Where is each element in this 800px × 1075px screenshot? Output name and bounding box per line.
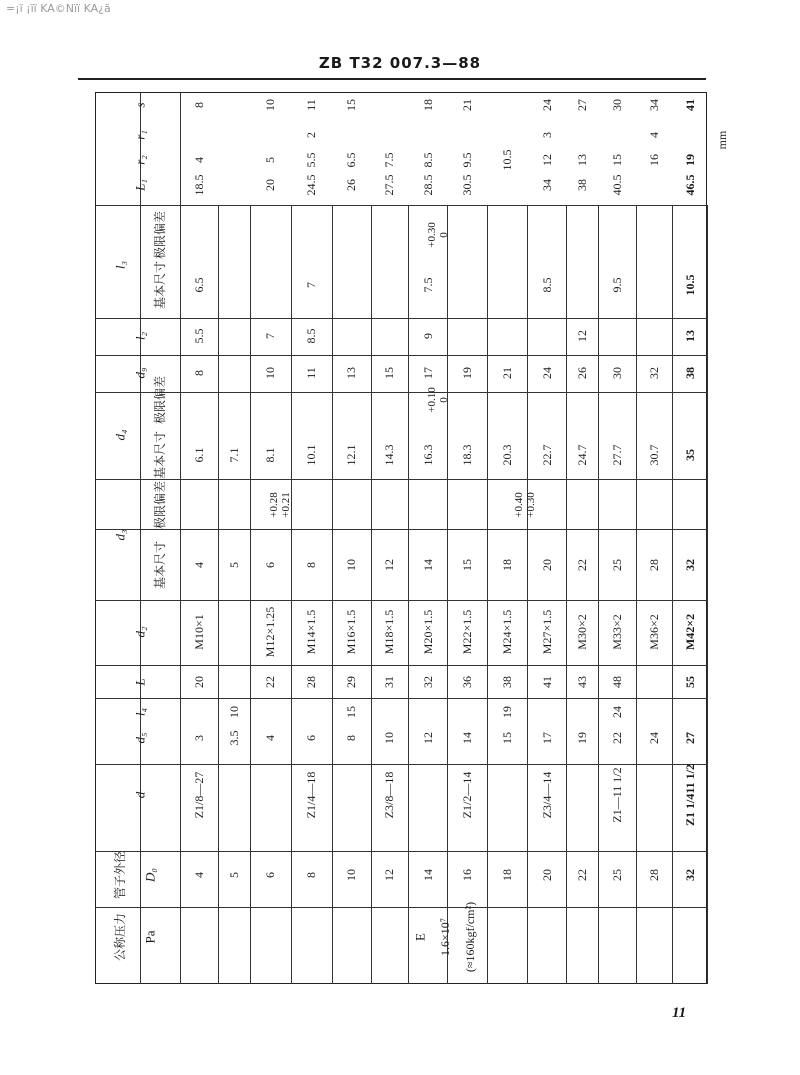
cell-s-10: 27 [575,99,589,111]
cell-r2-13: 19 [683,154,697,166]
cell-d9-8: 21 [500,367,514,379]
tol-d4: +0.10 0 [425,387,450,413]
cell-d2-0: M10×1 [192,614,206,650]
cell-D0-1: 5 [227,872,241,878]
cell-d-7: Z1/2—14 [460,771,474,819]
cell-L-0: 20 [192,676,206,688]
column-divider-9 [95,764,707,765]
header-d9: d₉ [132,367,148,379]
row-divider-3 [291,205,292,984]
cell-l4-8: 19 [500,706,514,718]
pressure-grade: E [412,933,428,941]
cell-d3-5: 12 [382,559,396,571]
cell-D0-7: 16 [460,869,474,881]
column-divider-6 [95,600,707,601]
cell-d3-10: 22 [575,559,589,571]
cell-r1-12: 4 [647,132,661,138]
cell-d3-4: 10 [344,559,358,571]
cell-r2-11: 15 [610,154,624,166]
cell-d4-0: 6.1 [192,447,206,463]
cell-L1-5: 27.5 [382,174,396,196]
cell-d9-7: 19 [460,367,474,379]
cell-d4-3: 10.1 [304,444,318,466]
cell-L1-10: 38 [575,179,589,191]
cell-L-3: 28 [304,676,318,688]
row-divider-4 [332,205,333,984]
cell-d5-4: 8 [344,735,358,741]
cell-d4-2: 8.1 [263,447,277,463]
cell-d2-4: M16×1.5 [344,609,358,655]
header-L: L [132,678,148,686]
cell-L-8: 38 [500,676,514,688]
cell-D0-2: 6 [263,872,277,878]
column-divider-1 [95,318,707,319]
cell-d3-11: 25 [610,559,624,571]
cell-d9-9: 24 [540,367,554,379]
cell-r2-6: 8.5 [421,152,435,168]
cell-l2-6: 9 [421,333,435,339]
cell-s-0: 8 [192,102,206,108]
cell-l3-6: 7.5 [421,277,435,293]
cell-d-11: Z1—11 1/2 [610,767,624,823]
cell-L1-3: 24.5 [304,174,318,196]
cell-L-4: 29 [344,676,358,688]
header-rule [78,78,706,80]
column-divider-2 [95,355,707,356]
cell-d2-8: M24×1.5 [500,609,514,655]
cell-d9-12: 32 [647,367,661,379]
cell-d-9: Z3/4—14 [540,771,554,819]
cell-d2-5: M18×1.5 [382,609,396,655]
cell-L-5: 31 [382,676,396,688]
header-d4: d₄ [112,429,128,441]
cell-s-13: 41 [683,99,697,111]
cell-r2-10: 13 [575,154,589,166]
header-d2: d₂ [132,626,148,638]
cell-l4-1: 10 [227,706,241,718]
header-pressure-unit: Pa [142,930,158,944]
header-d5: d₅ [132,732,148,744]
unit-label: mm [715,130,729,150]
column-divider-11 [95,907,707,908]
cell-d-13: Z1 1/411 1/2 [683,763,697,827]
cell-d3-2: 6 [263,562,277,568]
header-l2: l₂ [132,331,148,341]
cell-r2-3: 5.5 [304,152,318,168]
cell-d4-13: 35 [683,449,697,461]
cell-d4-1: 7.1 [227,447,241,463]
cell-r2-9: 12 [540,154,554,166]
pressure-kgf: (≈160kgf/cm²) [463,901,477,973]
header-L1: L₁ [132,179,148,191]
cell-s-12: 34 [647,99,661,111]
cell-d3-6: 14 [421,559,435,571]
cell-d3-13: 32 [683,559,697,571]
column-divider-7 [95,665,707,666]
cell-L1-7: 30.5 [460,174,474,196]
column-divider-3 [95,392,707,393]
row-divider-8 [487,205,488,984]
cell-d4-8: 20.3 [500,444,514,466]
cell-l2-3: 8.5 [304,328,318,344]
cell-d9-3: 11 [304,367,318,379]
cell-D0-4: 10 [344,869,358,881]
cell-L-11: 48 [610,676,624,688]
cell-d5-3: 6 [304,735,318,741]
cell-l4-11: 24 [610,706,624,718]
header-s: s [132,102,148,108]
cell-d9-5: 15 [382,367,396,379]
cell-d5-12: 24 [647,732,661,744]
cell-D0-6: 14 [421,869,435,881]
header-d4-basic: 基本尺寸 [153,430,167,480]
cell-r1-3: 2 [304,132,318,138]
header-d3: d₃ [112,529,128,541]
cell-d9-10: 26 [575,367,589,379]
cell-d5-8: 15 [500,732,514,744]
column-divider-8 [95,698,707,699]
cell-D0-10: 22 [575,869,589,881]
cell-D0-13: 32 [683,869,697,881]
cell-d4-6: 16.3 [421,444,435,466]
cell-d3-7: 15 [460,559,474,571]
header-r2: r₂ [132,155,148,165]
cell-d9-6: 17 [421,367,435,379]
row-divider-13 [672,205,673,984]
cell-d5-5: 10 [382,732,396,744]
cell-L1-13: 46.5 [683,174,697,196]
header-d3-basic: 基本尺寸 [153,540,167,590]
cell-d2-13: M42×2 [683,613,697,651]
cell-r2-7: 9.5 [460,152,474,168]
pressure-value: 1.6×10⁷ [438,918,452,956]
cell-L-9: 41 [540,676,554,688]
cell-D0-5: 12 [382,869,396,881]
cell-r2-0: 4 [192,157,206,163]
cell-D0-12: 28 [647,869,661,881]
cell-L1-0: 18.5 [192,174,206,196]
cell-d4-11: 27.7 [610,444,624,466]
row-divider-5 [371,205,372,984]
tol-d3-a: +0.28 +0.21 [267,492,292,518]
cell-s-4: 15 [344,99,358,111]
cell-s-3: 11 [304,99,318,111]
cell-d5-10: 19 [575,732,589,744]
cell-d5-9: 17 [540,732,554,744]
cell-d9-11: 30 [610,367,624,379]
cell-r2-2: 5 [263,157,277,163]
header-r1: r₁ [132,130,148,140]
cell-l3-3: 7 [304,282,318,288]
row-divider-0 [180,205,181,984]
cell-d-3: Z1/4—18 [304,771,318,819]
cell-L-2: 22 [263,676,277,688]
cell-d2-11: M33×2 [610,614,624,650]
cell-d5-0: 3 [192,735,206,741]
cell-r2-8: 10.5 [500,149,514,171]
cell-D0-3: 8 [304,872,318,878]
cell-L1-11: 40.5 [610,174,624,196]
row-divider-6 [408,205,409,984]
cell-D0-8: 18 [500,869,514,881]
cell-l3-11: 9.5 [610,277,624,293]
cell-L-13: 55 [683,676,697,688]
row-divider-11 [598,205,599,984]
header-D0: D₀ [142,868,158,882]
header-l3-basic: 基本尺寸 [153,260,167,310]
cell-l3-0: 6.5 [192,277,206,293]
cell-d-5: Z3/8—18 [382,771,396,819]
cell-s-7: 21 [460,99,474,111]
cell-d5-1: 3.5 [227,730,241,746]
cell-d3-3: 8 [304,562,318,568]
header-l3: l₃ [112,260,128,270]
header-d3-deviation: 极限偏差 [153,480,167,530]
cell-d9-2: 10 [263,367,277,379]
row-divider-7 [447,205,448,984]
row-divider-9 [527,205,528,984]
cell-d2-10: M30×2 [575,614,589,650]
cell-L-10: 43 [575,676,589,688]
header-pressure: 公称压力 [113,912,127,962]
cell-L-6: 32 [421,676,435,688]
page-number: 11 [672,1005,687,1021]
cell-s-11: 30 [610,99,624,111]
cell-L1-4: 26 [344,179,358,191]
column-divider-5 [95,529,707,530]
cell-d5-13: 27 [683,732,697,744]
cell-d9-4: 13 [344,367,358,379]
cell-L1-6: 28.5 [421,174,435,196]
cell-s-9: 24 [540,99,554,111]
header-d4-deviation: 极限偏差 [153,375,167,425]
header-l3-deviation: 极限偏差 [153,210,167,260]
cell-l2-13: 13 [683,330,697,342]
cell-L1-2: 20 [263,179,277,191]
cell-d2-7: M22×1.5 [460,609,474,655]
cell-d3-9: 20 [540,559,554,571]
cell-r2-4: 6.5 [344,152,358,168]
cell-l3-9: 8.5 [540,277,554,293]
column-divider-10 [95,851,707,852]
cell-d4-9: 22.7 [540,444,554,466]
standard-number: ZB T32 007.3—88 [318,54,482,72]
row-divider-14 [707,205,708,984]
cell-d-0: Z1/8—27 [192,771,206,819]
cell-d2-6: M20×1.5 [421,609,435,655]
cell-l2-0: 5.5 [192,328,206,344]
cell-l2-10: 12 [575,330,589,342]
cell-d4-12: 30.7 [647,444,661,466]
cell-l2-2: 7 [263,333,277,339]
cell-d4-7: 18.3 [460,444,474,466]
cell-d2-2: M12×1.25 [263,606,277,658]
cell-D0-9: 20 [540,869,554,881]
tol-l3: +0.30 0 [425,222,450,248]
cell-d3-8: 18 [500,559,514,571]
cell-d4-5: 14.3 [382,444,396,466]
cell-L-7: 36 [460,676,474,688]
cell-s-2: 10 [263,99,277,111]
cell-d2-3: M14×1.5 [304,609,318,655]
cell-s-6: 18 [421,99,435,111]
cell-l4-4: 15 [344,706,358,718]
cell-d2-12: M36×2 [647,614,661,650]
cell-L1-9: 34 [540,179,554,191]
tol-d3-b: +0.40 +0.30 [512,492,537,518]
cell-r2-12: 16 [647,154,661,166]
header-tube-od: 管子外径 [113,850,127,900]
cell-d2-9: M27×1.5 [540,609,554,655]
header-d: d [132,791,148,799]
cell-d5-6: 12 [421,732,435,744]
cell-d4-10: 24.7 [575,444,589,466]
header-l4: l₄ [132,707,148,717]
cell-d3-12: 28 [647,559,661,571]
cell-r2-5: 7.5 [382,152,396,168]
row-divider-1 [218,205,219,984]
cell-D0-0: 4 [192,872,206,878]
cell-d5-7: 14 [460,732,474,744]
cell-D0-11: 25 [610,869,624,881]
cell-d4-4: 12.1 [344,444,358,466]
cell-d9-13: 38 [683,367,697,379]
column-divider-4 [95,479,707,480]
cell-d3-0: 4 [192,562,206,568]
cell-d5-11: 22 [610,732,624,744]
row-divider-2 [250,205,251,984]
cell-r1-9: 3 [540,132,554,138]
cell-l3-13: 10.5 [683,274,697,296]
cell-d3-1: 5 [227,562,241,568]
cell-d9-0: 8 [192,370,206,376]
corner-watermark: =¡ï ¡ïï KA©Nïï KA¿ä [6,2,111,15]
row-divider-10 [566,205,567,984]
column-divider-0 [95,205,707,206]
row-divider-12 [636,205,637,984]
cell-d5-2: 4 [263,735,277,741]
